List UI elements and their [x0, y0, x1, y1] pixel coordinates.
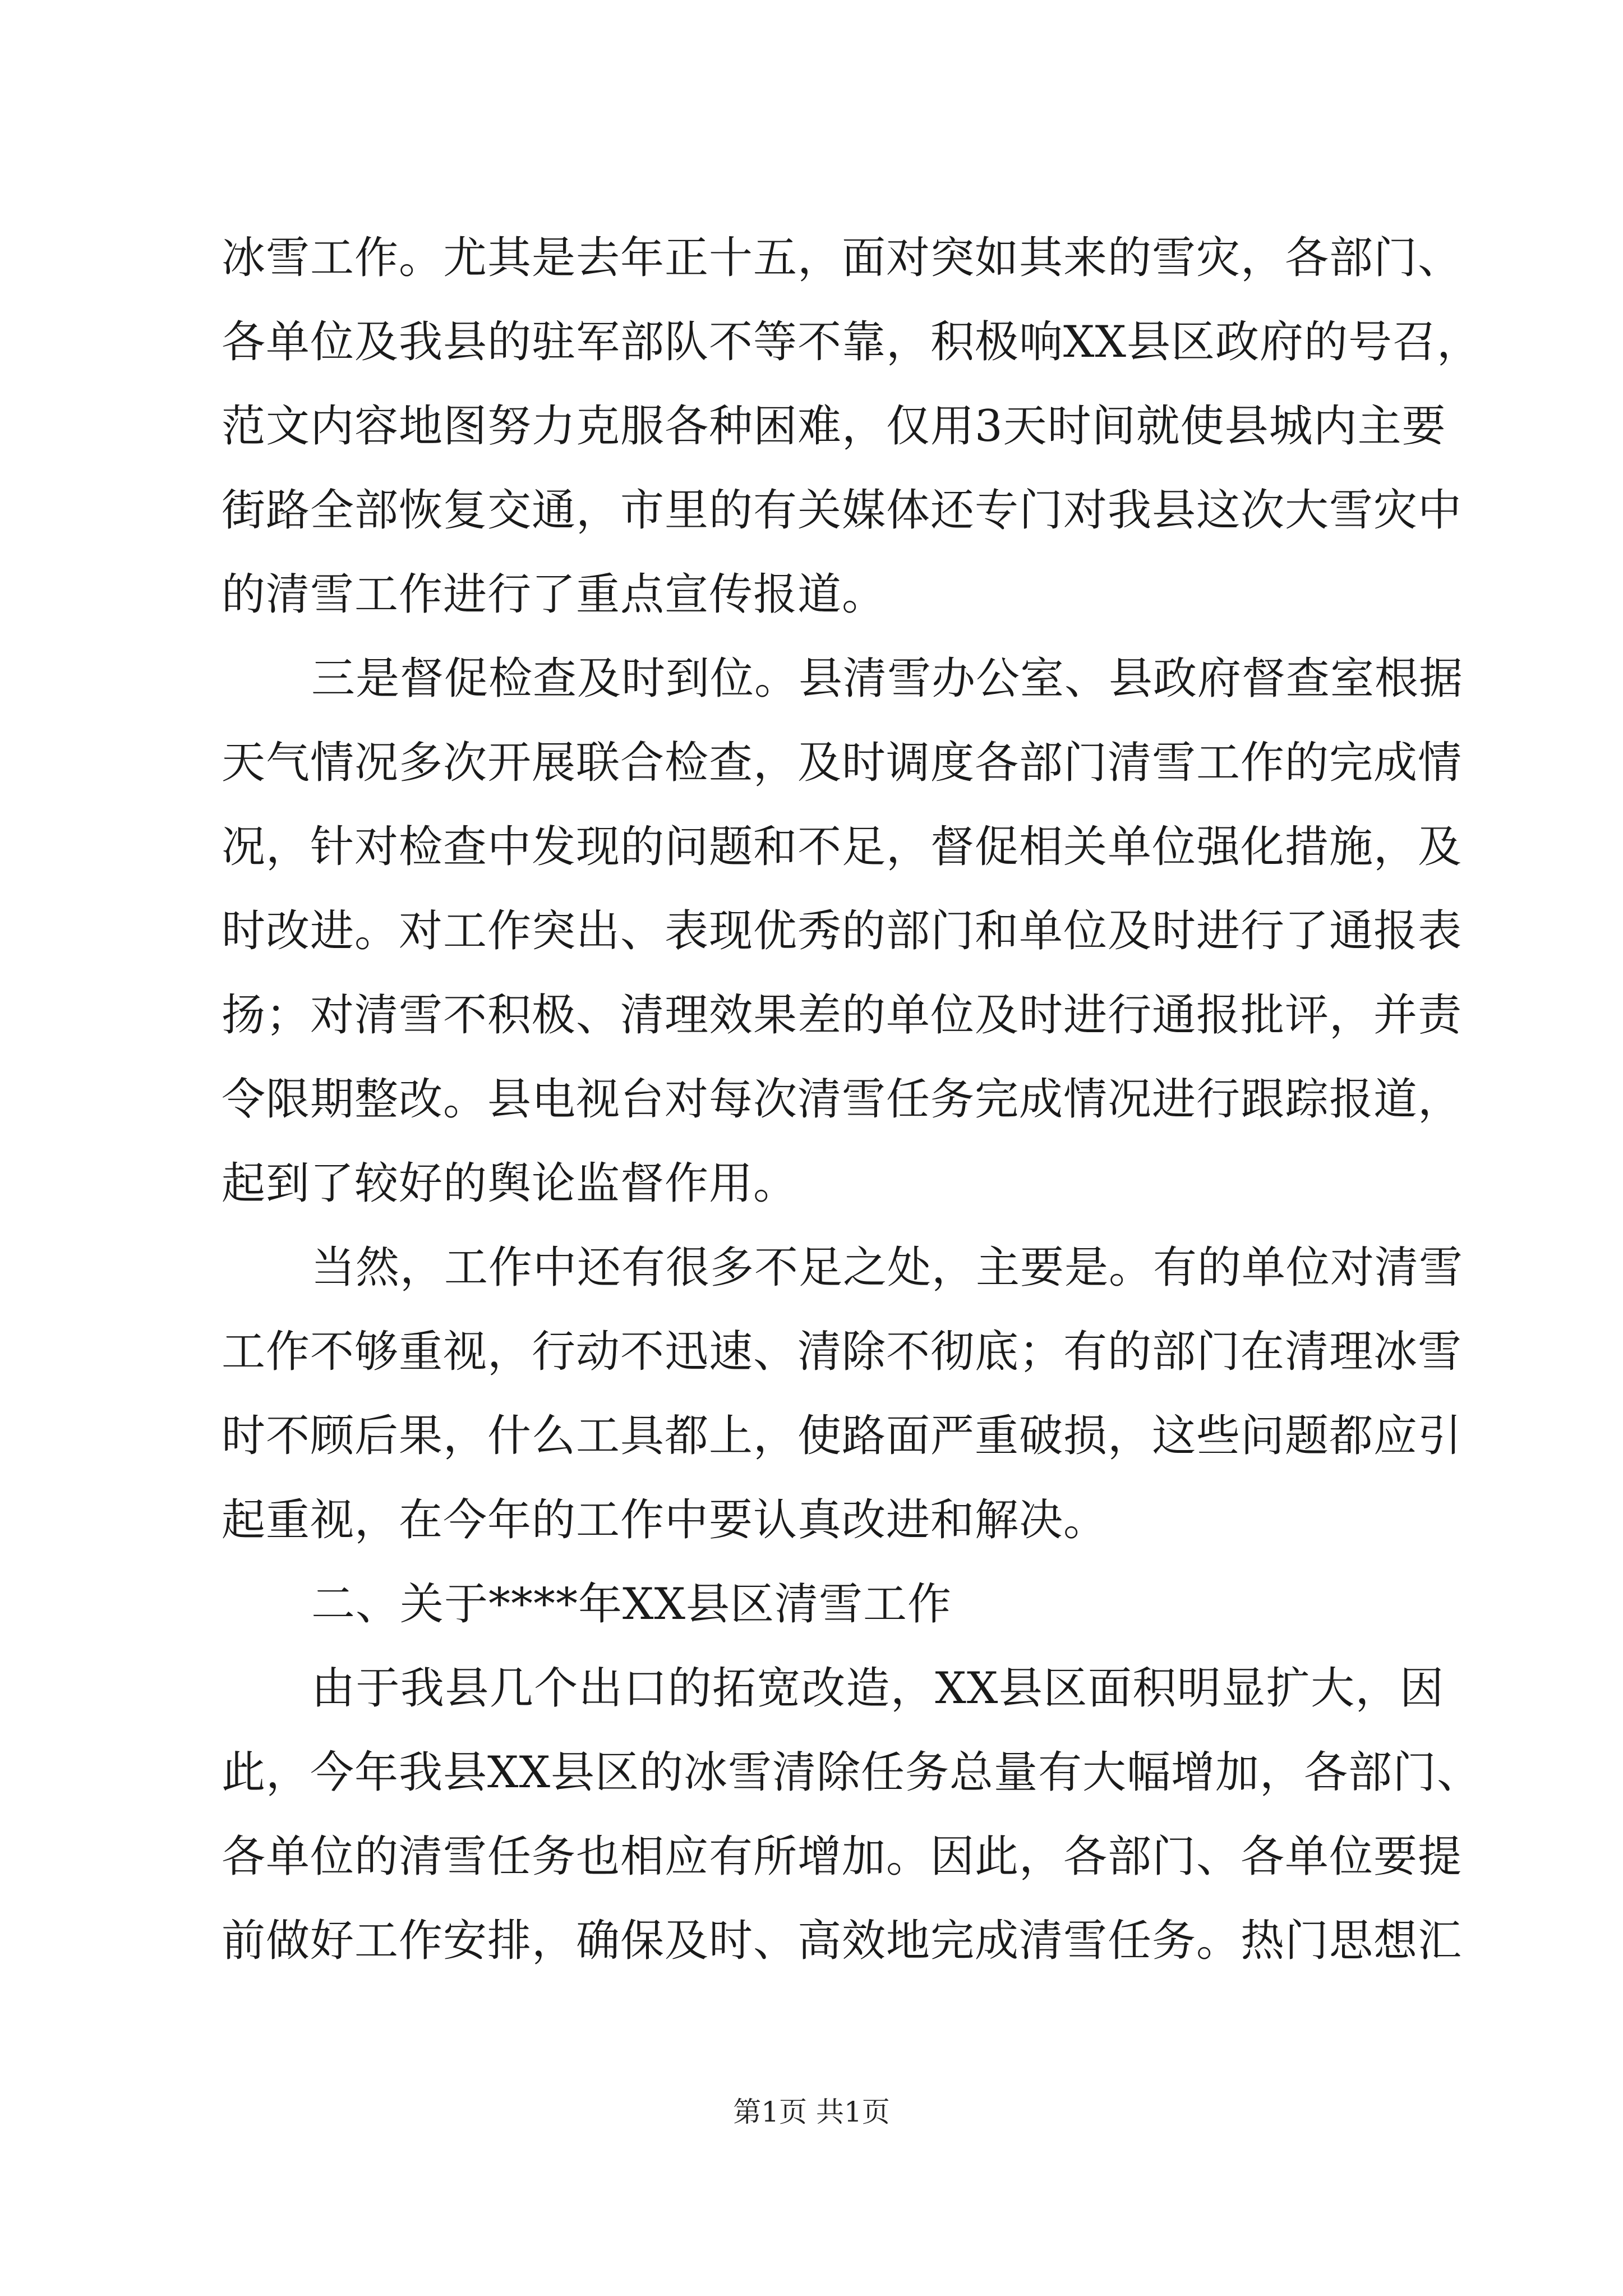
text-line: 的清雪工作进行了重点宣传报道。 — [222, 569, 887, 620]
page-footer: 第1页 共1页 — [733, 2096, 890, 2128]
paragraph-first-line: 由于我县几个出口的拓宽改造，XX县区面积明显扩大，因 — [311, 1663, 1444, 1714]
text-line: 起到了较好的舆论监督作用。 — [222, 1158, 798, 1209]
text-line: 况，针对检查中发现的问题和不足，督促相关单位强化措施，及 — [222, 822, 1463, 872]
text-line: 此，今年我县XX县区的冰雪清除任务总量有大幅增加，各部门、 — [222, 1747, 1482, 1798]
text-line: 时不顾后果，什么工具都上，使路面严重破损，这些问题都应引 — [222, 1411, 1463, 1461]
text-line: 起重视，在今年的工作中要认真改进和解决。 — [222, 1495, 1108, 1545]
text-line: 各单位及我县的驻军部队不等不靠，积极响XX县区政府的号召， — [222, 317, 1482, 367]
text-line: 各单位的清雪任务也相应有所增加。因此，各部门、各单位要提 — [222, 1832, 1463, 1882]
text-line: 时改进。对工作突出、表现优秀的部门和单位及时进行了通报表 — [222, 906, 1463, 956]
text-line: 冰雪工作。尤其是去年正十五，面对突如其来的雪灾，各部门、 — [222, 233, 1463, 283]
text-line: 扬；对清雪不积极、清理效果差的单位及时进行通报批评，并责 — [222, 990, 1463, 1041]
text-line: 工作不够重视，行动不迅速、清除不彻底；有的部门在清理冰雪 — [222, 1327, 1463, 1377]
text-line: 前做好工作安排，确保及时、高效地完成清雪任务。热门思想汇 — [222, 1916, 1463, 1966]
text-line: 街路全部恢复交通，市里的有关媒体还专门对我县这次大雪灾中 — [222, 485, 1463, 536]
text-line: 天气情况多次开展联合检查，及时调度各部门清雪工作的完成情 — [222, 738, 1463, 788]
paragraph-first-line: 当然，工作中还有很多不足之处，主要是。有的单位对清雪 — [311, 1243, 1464, 1293]
text-line: 令限期整改。县电视台对每次清雪任务完成情况进行跟踪报道， — [222, 1074, 1463, 1125]
document-body — [222, 216, 1482, 1983]
text-line: 范文内容地图努力克服各种困难，仅用3天时间就使县城内主要 — [222, 401, 1446, 452]
paragraph-first-line: 三是督促检查及时到位。县清雪办公室、县政府督查室根据 — [311, 654, 1464, 704]
section-heading: 二、关于****年XX县区清雪工作 — [311, 1579, 952, 1630]
